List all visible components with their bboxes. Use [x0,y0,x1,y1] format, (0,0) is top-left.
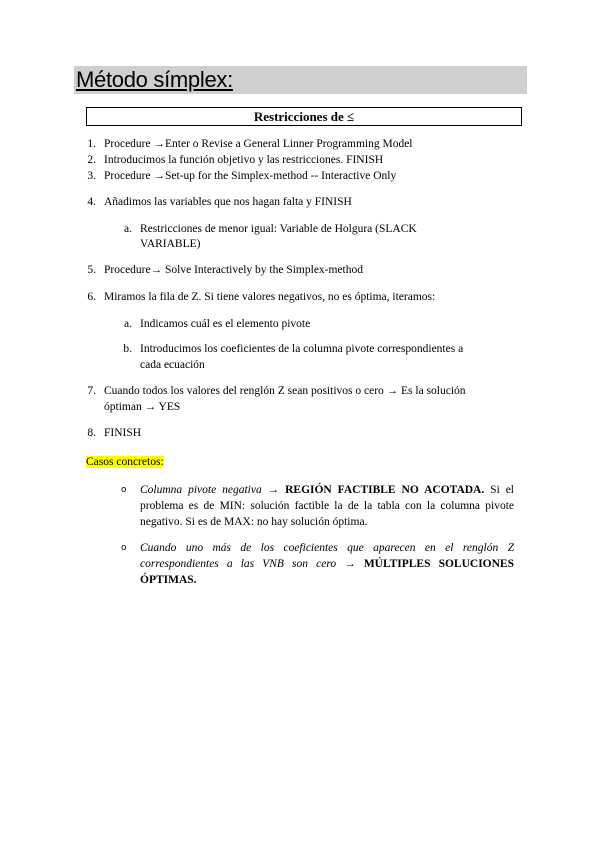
list-number: 3. [87,170,96,182]
bullet-icon: o [121,485,127,495]
list-letter: a. [124,223,132,235]
arrow-icon: → [336,558,364,570]
list-number: 5. [87,264,96,276]
list-letter: b. [123,343,132,355]
list-number: 8. [87,427,96,439]
list-text-continued: VARIABLE) [140,238,201,250]
list-text: Introducimos la función objetivo y las restricciones. FINISH [104,154,384,166]
cases-heading [86,455,164,469]
case-italic: Cuando uno más de los coeficientes que aparecen en el renglón Z correspondientes a las VNB son cero [140,542,514,570]
list-text: FINISH [104,427,142,439]
list-text-continued: óptiman → YES [104,401,181,413]
section-header: Restricciones de ≤ [86,107,522,126]
page-title [74,66,527,94]
list-number: 7. [87,385,96,397]
list-letter: a. [124,318,132,330]
case-bold: MÚLTIPLES SOLUCIONES ÓPTIMAS. [140,558,514,586]
page-title-text: Método símplex: [76,67,233,92]
bullet-icon: o [121,543,127,553]
arrow-icon: → [261,484,286,496]
list-text: Cuando todos los valores del renglón Z sean positivos o cero → Es la solución [104,385,466,397]
case-paragraph [140,482,514,530]
list-number: 6. [87,291,96,303]
cases-heading-text: Casos concretos: [86,456,164,468]
list-text: Añadimos las variables que nos hagan falta y FINISH [104,196,352,208]
list-number: 1. [87,138,96,150]
list-text: Procedure→ Solve Interactively by the Simplex-method [104,264,364,276]
list-number: 4. [87,196,96,208]
case-bold: REGIÓN FACTIBLE NO ACOTADA. [285,484,485,496]
list-text-continued: cada ecuación [140,359,205,371]
list-text: Procedure →Enter o Revise a General Linner Programming Model [104,138,413,150]
list-text: Introducimos los coeficientes de la columna pivote correspondientes a [140,343,464,355]
list-text: Indicamos cuál es el elemento pivote [140,318,311,330]
list-text: Miramos la fila de Z. Si tiene valores negativos, no es óptima, iteramos: [104,291,436,303]
list-text: Restricciones de menor igual: Variable de Holgura (SLACK [140,223,417,235]
case-rest: Si el problema es de MIN: solución factible la de la tabla con la columna pivote negativo. Si es de MAX: no hay solución óptima. [140,484,514,528]
list-number: 2. [87,154,96,166]
case-paragraph [140,540,514,588]
case-italic: Columna pivote negativa [140,484,262,496]
list-text: Procedure →Set-up for the Simplex-method -- Interactive Only [104,170,397,182]
